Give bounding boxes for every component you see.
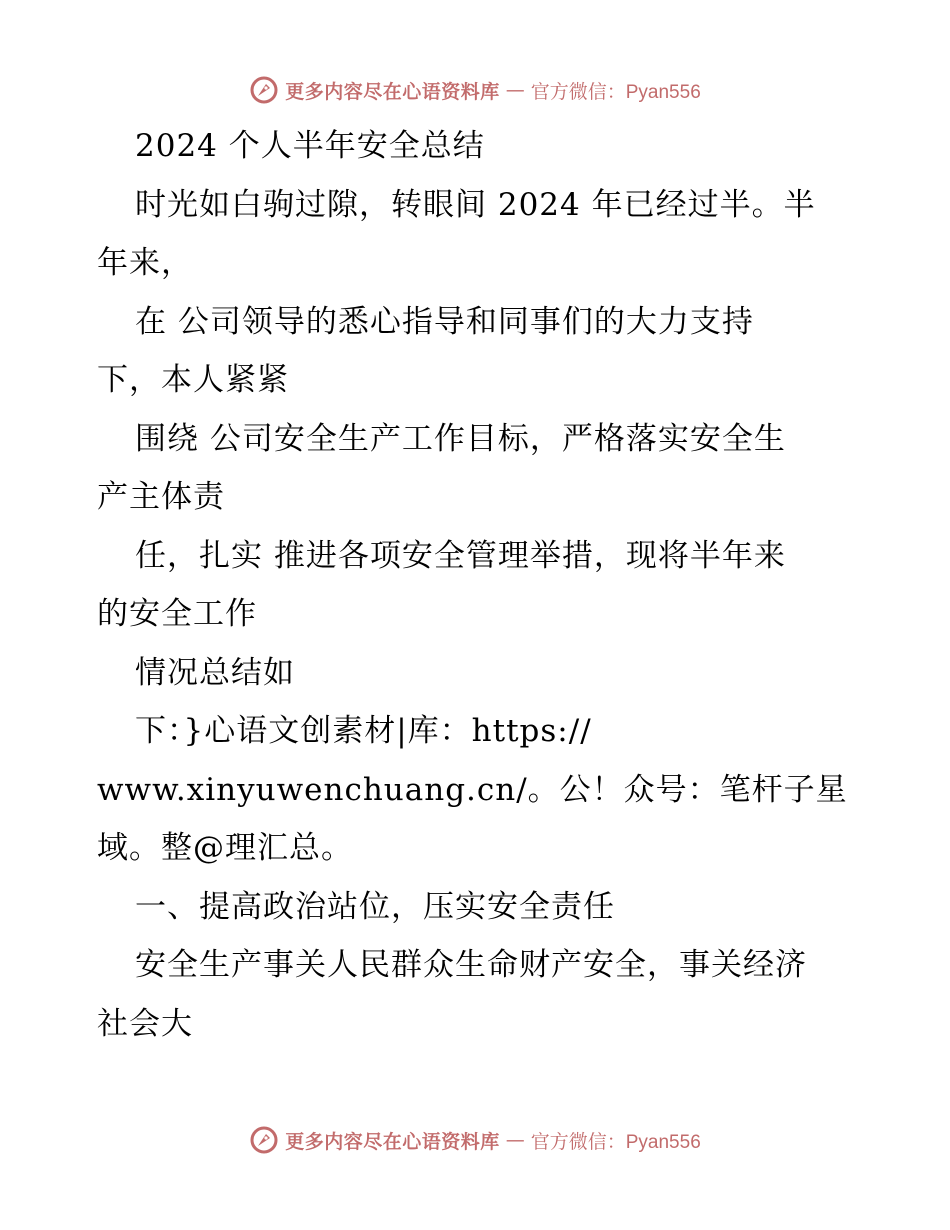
pen-nib-circle-logo-icon: [249, 75, 279, 105]
document-body: [97, 117, 877, 1053]
section-heading: 一、提高政治站位，压实安全责任: [135, 888, 615, 925]
paragraph-line: 时光如白驹过隙，转眼间 2024 年已经过半。半: [135, 186, 816, 223]
paragraph-line: 任，扎实 推进各项安全管理举措，现将半年来: [135, 537, 786, 574]
paragraph-line: www.xinyuwenchuang.cn/。公！众号：笔杆子星: [97, 771, 848, 808]
paragraph-line: 在 公司领导的悉心指导和同事们的大力支持: [135, 303, 754, 340]
paragraph-line: 域。整@理汇总。: [97, 830, 353, 866]
paragraph-line: 年来，: [97, 245, 193, 281]
banner-contact: 官方微信：Pyan556: [530, 1131, 701, 1153]
paragraph-line: 情况总结如: [135, 654, 295, 691]
banner-contact: 官方微信：Pyan556: [530, 81, 701, 103]
footer-watermark-banner: [0, 1120, 950, 1160]
paragraph-line: 安全生产事关人民群众生命财产安全，事关经济: [135, 947, 807, 983]
paragraph-line: 的安全工作: [97, 596, 257, 632]
paragraph-line: 围绕 公司安全生产工作目标，严格落实安全生: [135, 420, 786, 457]
document-title: 2024 个人半年安全总结: [135, 128, 485, 164]
paragraph-line: 下，本人紧紧: [97, 362, 289, 398]
paragraph-line: 下：}心语文创素材|库：https://: [135, 713, 592, 749]
banner-text: 更多内容尽在心语资料库: [285, 80, 500, 103]
header-watermark-banner: [0, 70, 950, 110]
pen-nib-circle-logo-icon: [249, 1125, 279, 1155]
banner-separator: —: [505, 79, 525, 101]
banner-separator: —: [505, 1129, 525, 1151]
paragraph-line: 社会大: [97, 1005, 193, 1042]
banner-text: 更多内容尽在心语资料库: [285, 1130, 500, 1153]
paragraph-line: 产主体责: [97, 479, 225, 515]
